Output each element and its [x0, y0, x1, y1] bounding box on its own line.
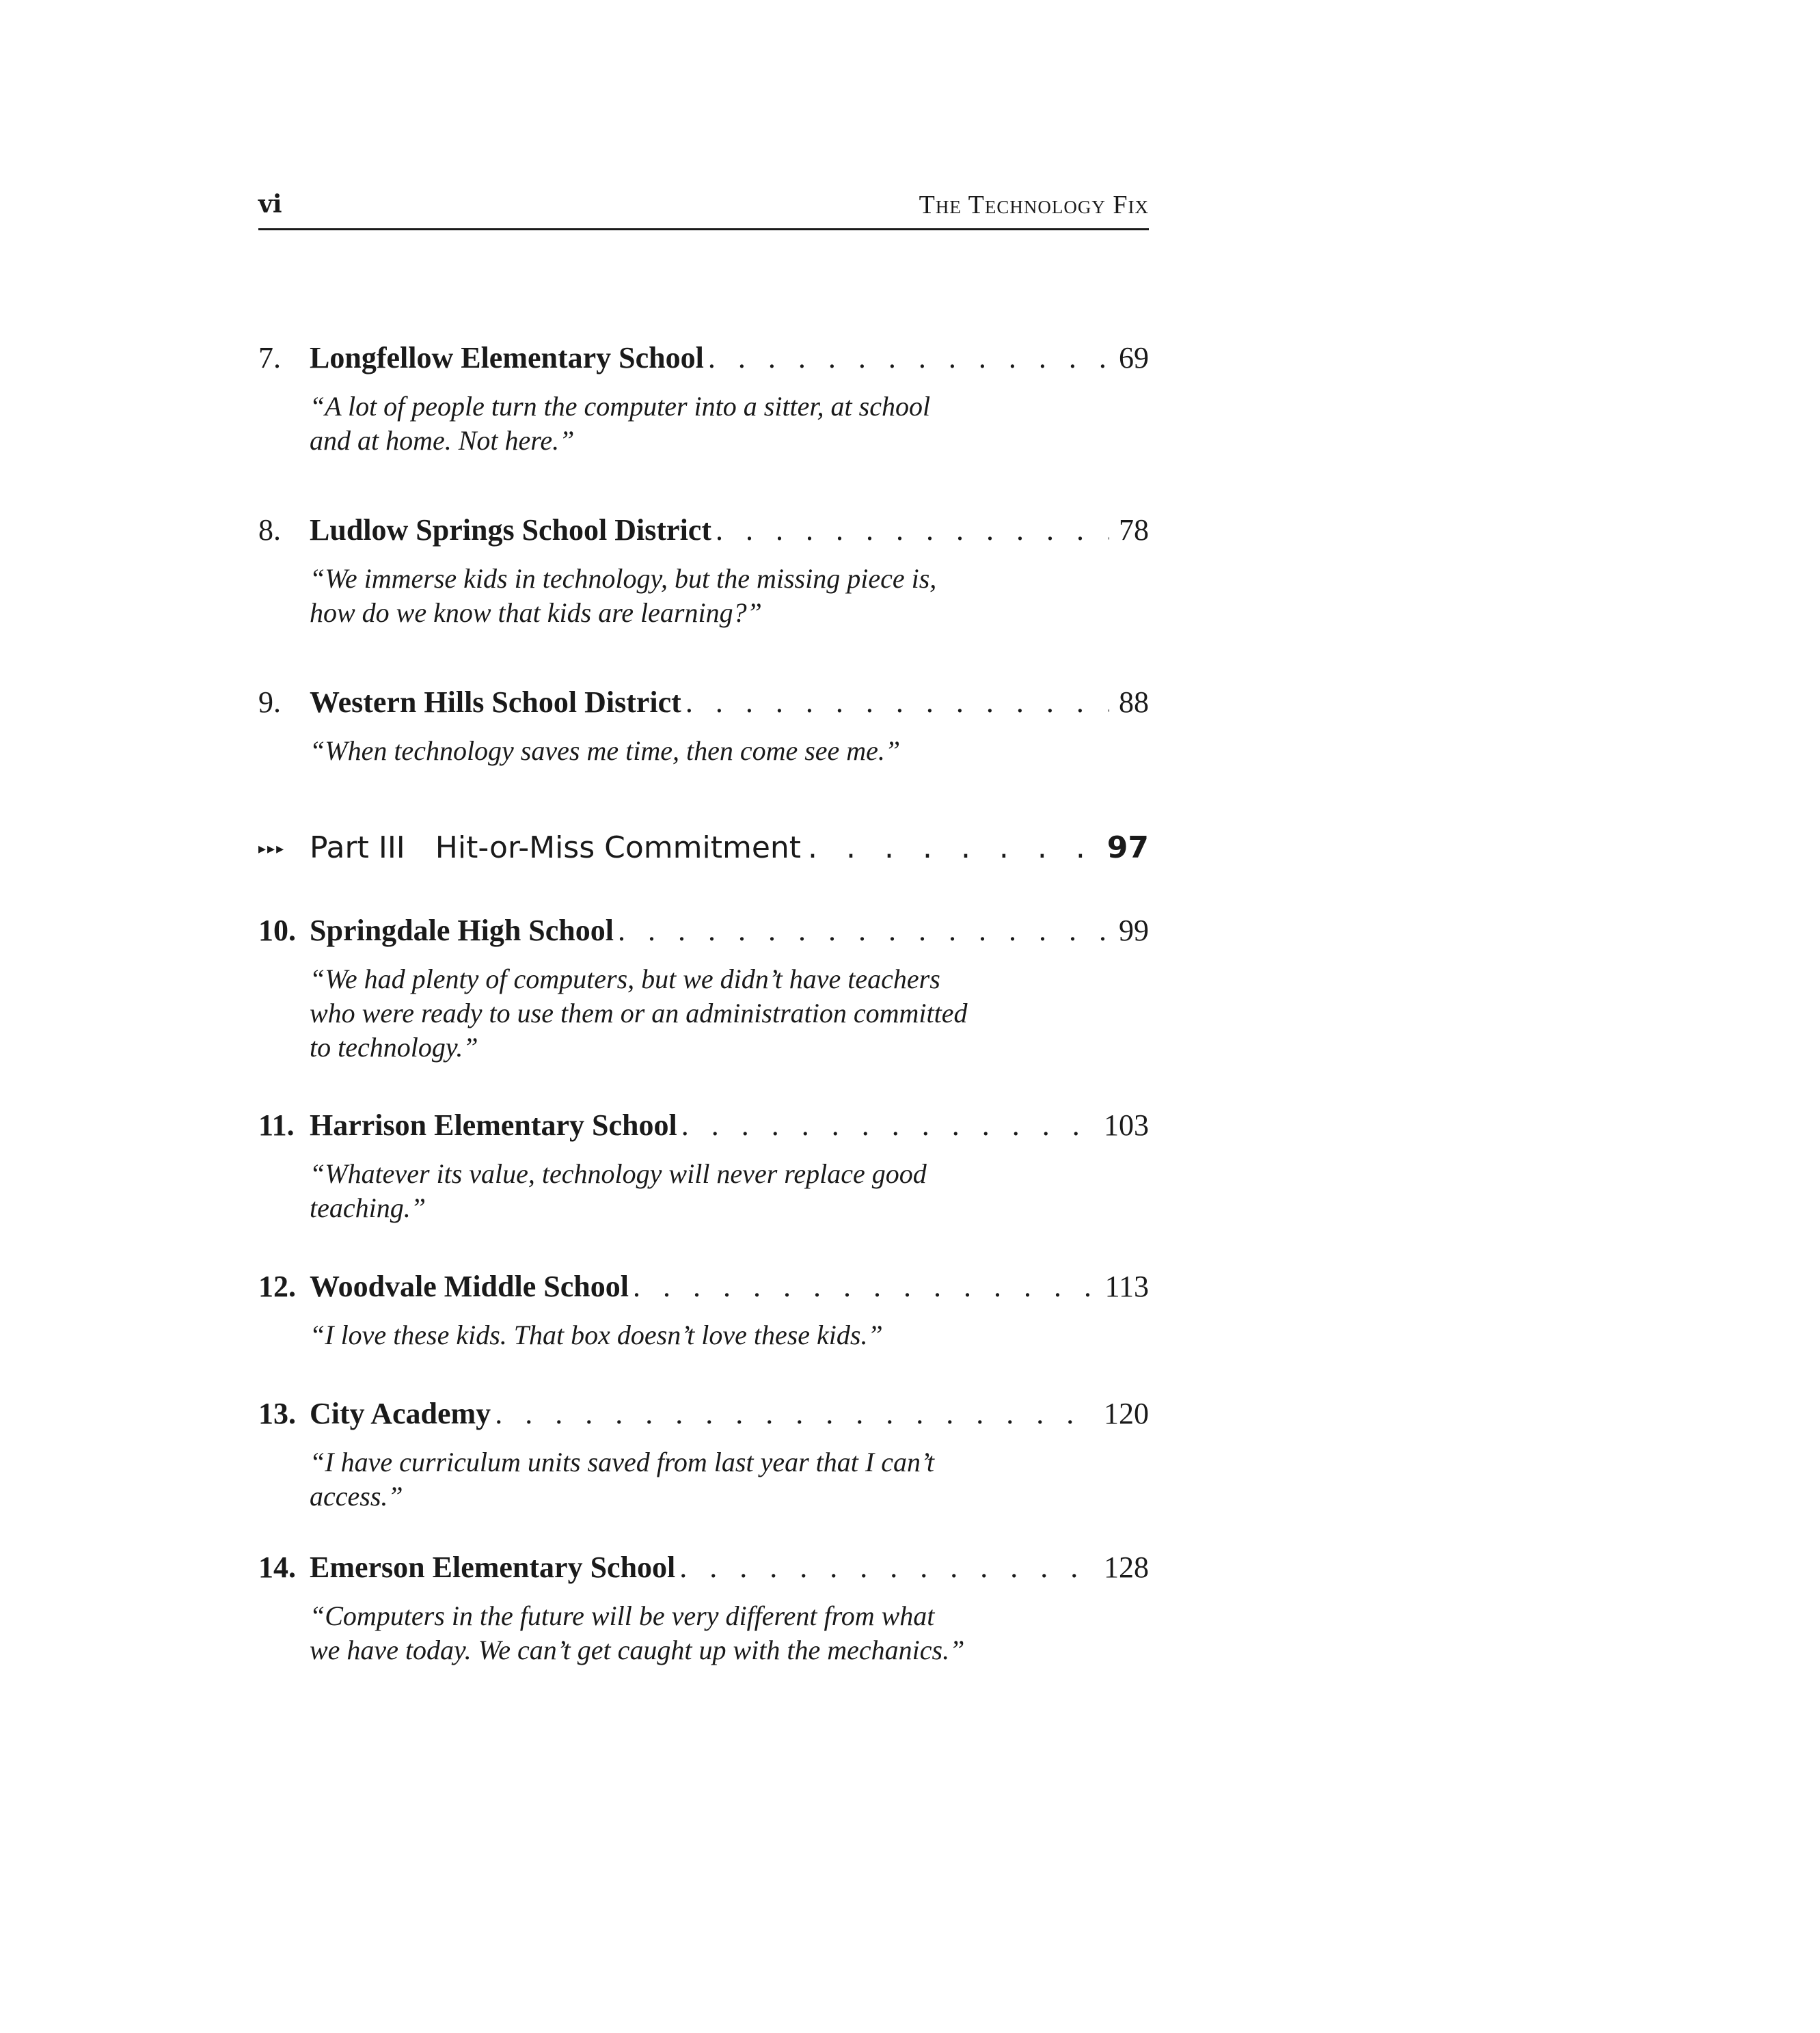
chapter-page: 120: [1104, 1397, 1149, 1430]
dot-leader: [801, 830, 1099, 865]
chapter-number: 14.: [258, 1551, 296, 1584]
chapter-title: Springdale High School: [310, 914, 614, 947]
toc-entry-9[interactable]: [258, 685, 1149, 768]
part-heading[interactable]: [258, 830, 1149, 875]
chapter-page: 113: [1104, 1270, 1149, 1303]
quote-line: “When technology saves me time, then come see me.”: [310, 735, 901, 766]
running-title: The Technology Fix: [919, 191, 1149, 219]
dot-leader: [675, 1550, 1094, 1585]
chapter-page: 128: [1104, 1551, 1149, 1584]
toc-entry-7[interactable]: [258, 340, 1149, 458]
chapter-title: City Academy: [310, 1397, 491, 1430]
chapter-quote: [310, 1157, 1075, 1225]
chapter-quote: [310, 734, 1075, 768]
toc-entry-14[interactable]: [258, 1550, 1149, 1667]
toc-entry-heading: [258, 1396, 1149, 1437]
toc-entry-heading: [258, 685, 1149, 726]
chapter-title: Emerson Elementary School: [310, 1551, 676, 1584]
chapter-number: 12.: [258, 1270, 296, 1303]
toc-entry-heading: [258, 513, 1149, 554]
triple-arrow-icon: ▸▸▸: [258, 841, 286, 858]
toc-entry-12[interactable]: [258, 1269, 1149, 1352]
toc-entry-10[interactable]: [258, 913, 1149, 1065]
quote-line: we have today. We can’t get caught up with the mechanics.”: [310, 1635, 965, 1665]
chapter-quote: [310, 562, 1075, 630]
chapter-page: 99: [1119, 914, 1149, 947]
toc-entry-heading: [258, 1108, 1149, 1149]
dot-leader: [704, 340, 1109, 375]
quote-line: and at home. Not here.”: [310, 425, 575, 456]
part-page: 97: [1106, 830, 1149, 865]
toc-entry-13[interactable]: [258, 1396, 1149, 1514]
quote-line: “Whatever its value, technology will never replace good: [310, 1158, 927, 1189]
quote-line: “I have curriculum units saved from last year that I can’t: [310, 1447, 934, 1477]
quote-line: how do we know that kids are learning?”: [310, 597, 762, 628]
chapter-quote: [310, 1318, 1075, 1352]
toc-entry-heading: [258, 340, 1149, 381]
chapter-quote: [310, 962, 1075, 1065]
toc-entry-11[interactable]: [258, 1108, 1149, 1225]
chapter-number: 11.: [258, 1108, 295, 1142]
quote-line: who were ready to use them or an administration committed: [310, 998, 968, 1028]
quote-line: “I love these kids. That box doesn’t love these kids.”: [310, 1320, 883, 1350]
chapter-number: 7.: [258, 341, 281, 374]
chapter-page: 88: [1119, 685, 1149, 719]
quote-line: “A lot of people turn the computer into a sitter, at school: [310, 391, 931, 422]
dot-leader: [711, 513, 1109, 547]
chapter-page: 78: [1119, 513, 1149, 547]
dot-leader: [629, 1269, 1096, 1304]
toc-entry-heading: [258, 913, 1149, 954]
dot-leader: [614, 913, 1109, 948]
quote-line: “We immerse kids in technology, but the missing piece is,: [310, 563, 937, 594]
chapter-quote: [310, 390, 1075, 458]
quote-line: “Computers in the future will be very different from what: [310, 1600, 935, 1631]
chapter-quote: [310, 1445, 1075, 1514]
chapter-title: Longfellow Elementary School: [310, 341, 704, 374]
chapter-number: 13.: [258, 1397, 296, 1430]
quote-line: to technology.”: [310, 1032, 478, 1063]
toc-entry-heading: [258, 1550, 1149, 1591]
dot-leader: [677, 1108, 1094, 1143]
quote-line: teaching.”: [310, 1192, 426, 1223]
chapter-number: 8.: [258, 513, 281, 547]
chapter-title: Woodvale Middle School: [310, 1270, 629, 1303]
toc-entry-8[interactable]: [258, 513, 1149, 630]
dot-leader: [681, 685, 1109, 720]
part-label: Part III: [310, 830, 405, 865]
dot-leader: [491, 1396, 1094, 1431]
page-number: vi: [258, 190, 282, 219]
chapter-page: 103: [1104, 1108, 1149, 1142]
chapter-title: Ludlow Springs School District: [310, 513, 711, 547]
chapter-quote: [310, 1599, 1075, 1667]
chapter-title: Harrison Elementary School: [310, 1108, 677, 1142]
chapter-page: 69: [1119, 341, 1149, 374]
chapter-title: Western Hills School District: [310, 685, 681, 719]
part-title: Hit-or-Miss Commitment: [435, 830, 802, 865]
chapter-number: 9.: [258, 685, 281, 719]
chapter-number: 10.: [258, 914, 296, 947]
toc-entry-heading: [258, 1269, 1149, 1310]
quote-line: access.”: [310, 1481, 403, 1512]
header-rule: [258, 228, 1149, 230]
quote-line: “We had plenty of computers, but we didn’t have teachers: [310, 964, 940, 994]
